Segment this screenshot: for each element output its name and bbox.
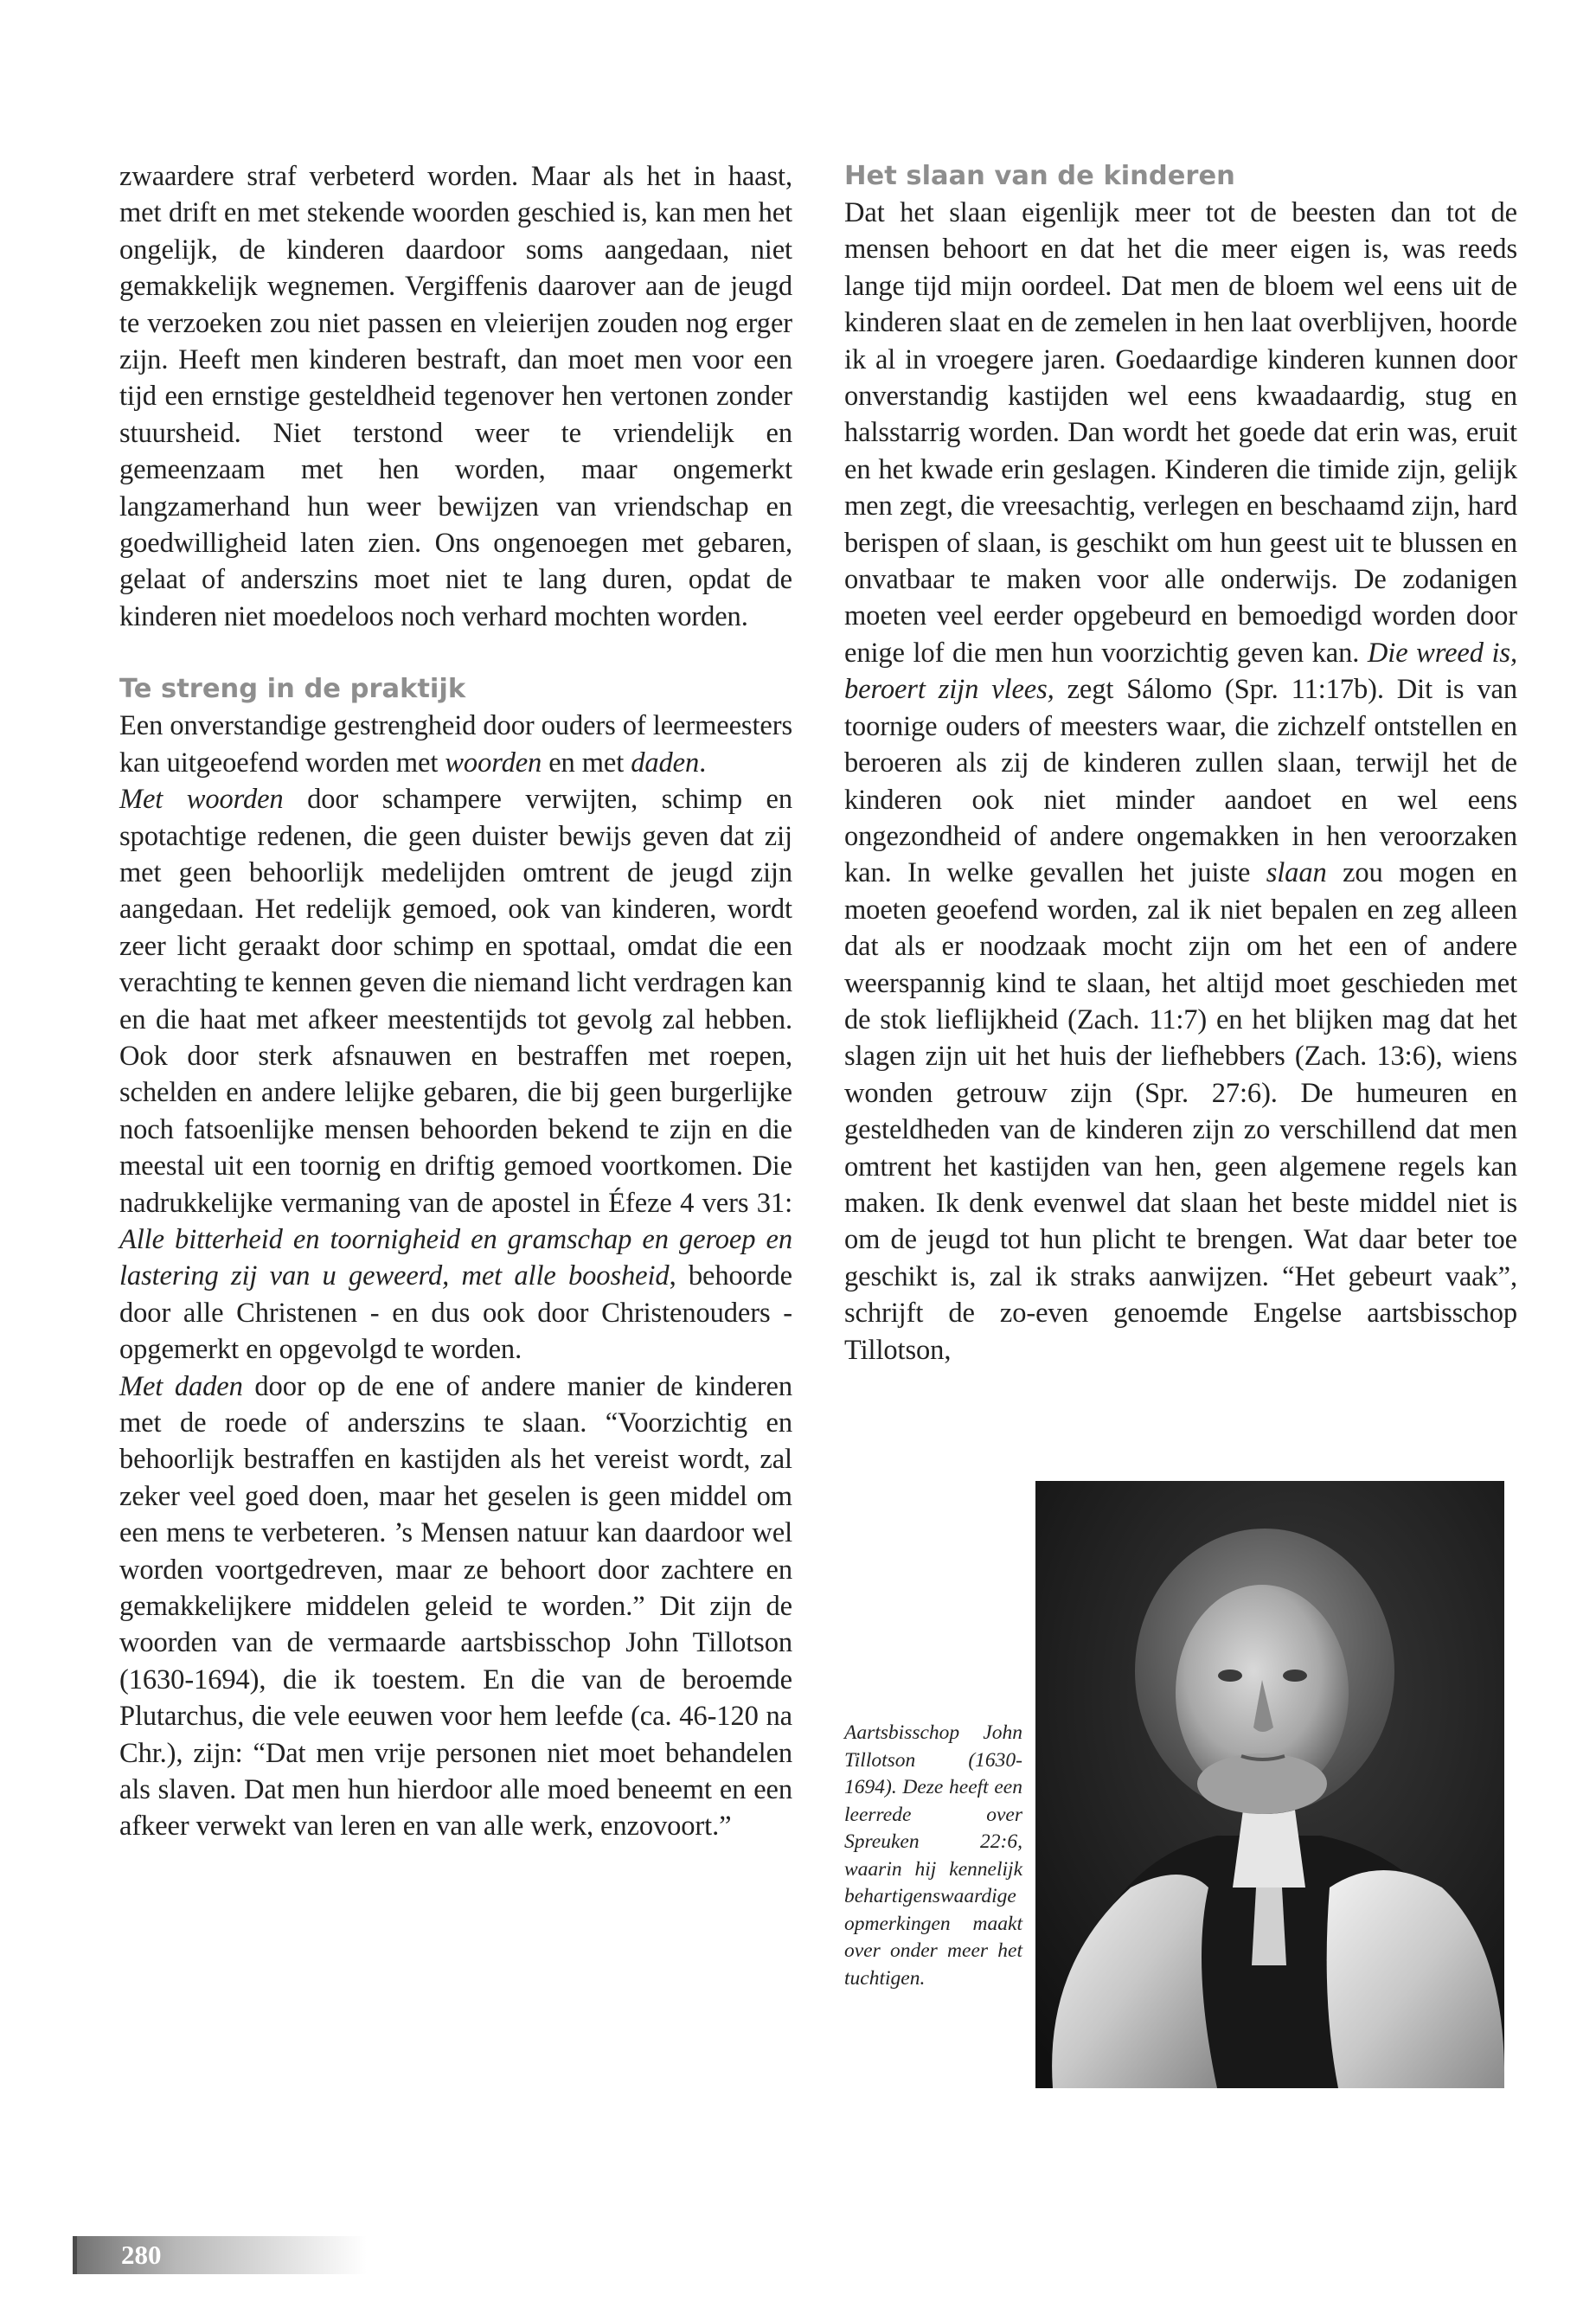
portrait-image [1035, 1481, 1504, 2088]
paragraph-met-woorden: Met woorden door schampere verwijten, schimp en spotachtige redenen, die geen duister bewijs geven dat zij met geen behoorlijk medelijden omtrent de jeugd zijn aangedaan. Het redelijk gemoed, ook van kinderen, wordt zeer licht geraakt door schimp en spottaal, omdat die een verachting te kennen geven die niemand licht verdragen kan en die haat met afkeer meestentijds tot gevolg zal hebben. Ook door sterk afsnauwen en bestraffen met roepen, schelden en andere lelijke gebaren, die bij geen burgerlijke noch fatsoenlijke mensen behoorden bekend te zijn en die meestal uit een toornig en driftig gemoed voortkomen. Die nadrukkelijke vermaning van de apostel in Éfeze 4 vers 31: Alle bitterheid en toornigheid en gramschap en geroep en lastering zij van u geweerd, met alle boosheid, behoorde door alle Christenen - en dus ook door Christenouders - opgemerkt en opgevolgd te worden. [119, 784, 792, 1366]
page-footer [73, 2236, 367, 2274]
paragraph-gestrengheid: Een onverstandige gestrengheid door ouders of leermeesters kan uitgeoefend worden met woorden en met daden. [119, 710, 792, 779]
section-heading-te-streng: Te streng in de praktijk [119, 674, 466, 705]
paragraph-intro: zwaardere straf verbeterd worden. Maar als het in haast, met drift en met stekende woorden geschied is, kan men het ongelijk, de kinderen daardoor soms aangedaan, niet gemakkelijk wegnemen. Vergiffenis daarover aan de jeugd te verzoeken zou niet passen en vleierijen zouden nog erger zijn. Heeft men kinderen bestraft, dan moet men voor een tijd een ernstige gesteldheid tegenover hen vertonen zonder stuursheid. Niet terstond weer te vriendelijk en gemeenzaam met hen worden, maar ongemerkt langzamerhand hun weer bewijzen van vriendschap en goedwilligheid laten zien. Ons ongenoegen met gebaren, gelaat of anderszins moet niet te lang duren, opdat de kinderen niet moedeloos noch verhard mochten worden. [119, 161, 792, 632]
paragraph-met-daden: Met daden door op de ene of andere manier de kinderen met de roede of anderszins te slaan. “Voorzichtig en behoorlijk bestraffen en kastijden als het vereist wordt, zal zeker veel goed doen, maar het geselen is geen middel om een mens te verbeteren. ’s Mensen natuur kan daardoor wel worden voortgedreven, maar ze behoort door zachtere en gemakkelijkere middelen geleid te worden.” Dit zijn de woorden van de vermaarde aartsbisschop John Tillotson (1630-1694), die ik toestem. En die van de beroemde Plutarchus, die vele eeuwen voor hem leefde (ca. 46-120 na Chr.), zijn: “Dat men vrije personen niet moet behandelen als slaven. Dat men hun hierdoor alle moed beneemt en een afkeer verwekt van leren en van alle werk, enzovoort.” [119, 1370, 792, 1843]
left-column [119, 158, 792, 1845]
paragraph-het-slaan: Dat het slaan eigenlijk meer tot de beesten dan tot de mensen behoort en dat het die meer eigen is, was reeds lange tijd mijn oordeel. Dat men de bloem wel eens uit de kinderen slaat en de zemelen in hen laat overblijven, hoorde ik al in vroegere jaren. Goedaardige kinderen kunnen door onverstandig kastijden wel eens kwaadaardig, stug en halsstarrig worden. Dan wordt het goede dat erin was, eruit en het kwade erin geslagen. Kinderen die timide zijn, gelijk men zegt, die vreesachtig, verlegen en beschaamd zijn, hard berispen of slaan, is geschikt om hun geest uit te blussen en onvatbaar te maken voor alle onderwijs. De zodanigen moeten veel eerder opgebeurd en bemoedigd worden door enige lof die men hun voorzichtig geven kan. Die wreed is, beroert zijn vlees, zegt Sálomo (Spr. 11:17b). Dit is van toornige ouders of meesters waar, die zichzelf ontstellen en beroeren als zij de kinderen zullen slaan, terwijl het de kinderen ook niet minder aandoet en wel eens ongezondheid of andere ongemakken in hen veroorzaken kan. In welke gevallen het juiste slaan zou mogen en moeten geoefend worden, zal ik niet bepalen en zeg alleen dat als er noodzaak mocht zijn om het een of andere weerspannig kind te slaan, het altijd moet geschieden met de stok lieflijkheid (Zach. 11:7) en het blijken mag dat het slagen zijn uit het huis der liefhebbers (Zach. 13:6), wiens wonden getrouw zijn (Spr. 27:6). De humeuren en gesteldheden van de kinderen zijn zo verschillend dat men omtrent het kastijden van hen, geen algemene regels kan maken. Ik denk evenwel dat slaan het beste middel niet is om de jeugd tot hun plicht te brengen. Wat daar beter toe geschikt is, zal ik straks aanwijzen. “Het gebeurt vaak”, schrijft de zo-even genoemde Engelse aartsbisschop Tillotson, [844, 197, 1517, 1366]
section-heading-het-slaan: Het slaan van de kinderen [844, 161, 1235, 191]
right-column [844, 158, 1517, 1368]
page-number: 280 [121, 2240, 162, 2270]
figure-caption: Aartsbisschop John Tillotson (1630-1694). Deze heeft een leerrede over Spreuken 22:6, waarin hij kennelijk behartigenswaardige opmerkingen maakt over onder meer het tuchtigen. [844, 1721, 1022, 1990]
